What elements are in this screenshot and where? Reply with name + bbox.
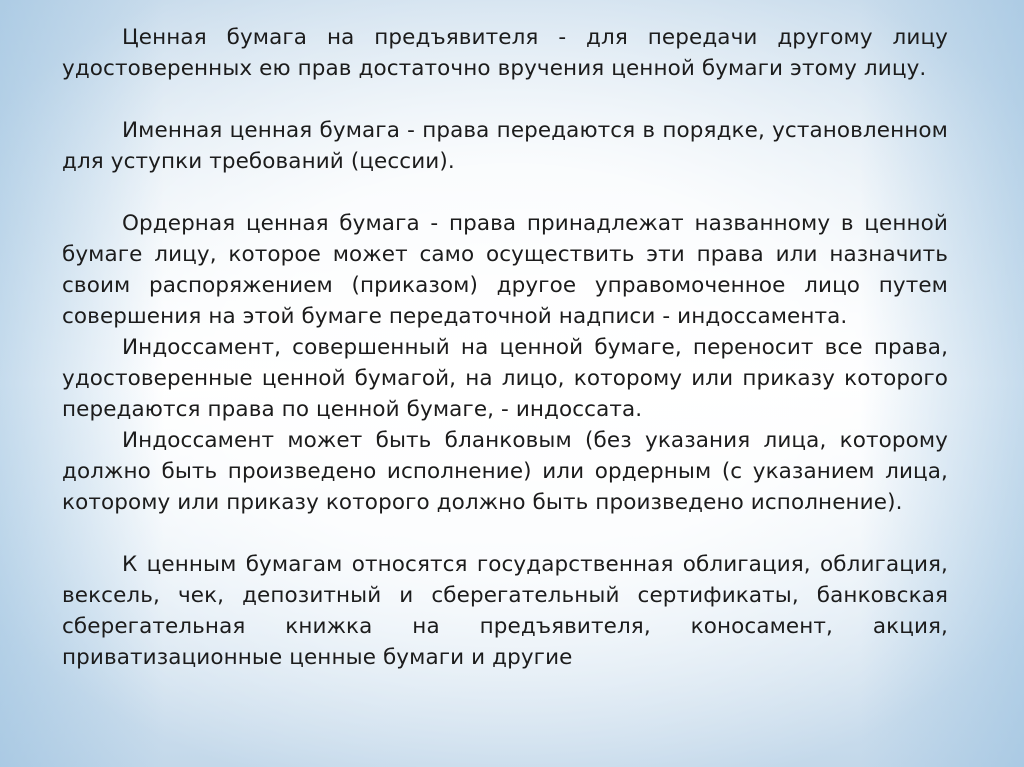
paragraph-order-security: Ордерная ценная бумага - права принадлежат названному в ценной бумаге лицу, которое может само осуществить эти права или назначить своим распоряжением (приказом) другое управомоченное лицо путем совершения на этой бумаге передаточной надписи - индоссамента. xyxy=(62,211,948,329)
paragraph-endorsement-transfer: Индоссамент, совершенный на ценной бумаге, переносит все права, удостоверенные ценной бумагой, на лицо, которому или приказу которого передаются права по ценной бумаге, - индоссата. xyxy=(62,335,948,422)
paragraph-bearer-security: Ценная бумага на предъявителя - для передачи другому лицу удостоверенных ею прав достаточно вручения ценной бумаги этому лицу. xyxy=(62,25,948,81)
slide-text-body xyxy=(62,22,948,673)
paragraph-endorsement-types: Индоссамент может быть бланковым (без указания лица, которому должно быть произведено исполнение) или ордерным (с указанием лица, которому или приказу которого должно быть произведено исполнение). xyxy=(62,428,948,515)
paragraph-registered-security: Именная ценная бумага - права передаются в порядке, установленном для уступки требований (цессии). xyxy=(62,118,948,174)
paragraph-securities-list: К ценным бумагам относятся государственная облигация, облигация, вексель, чек, депозитный и сберегательный сертификаты, банковская сберегательная книжка на предъявителя, коносамент, акция, приватизационные ценные бумаги и другие xyxy=(62,552,948,670)
